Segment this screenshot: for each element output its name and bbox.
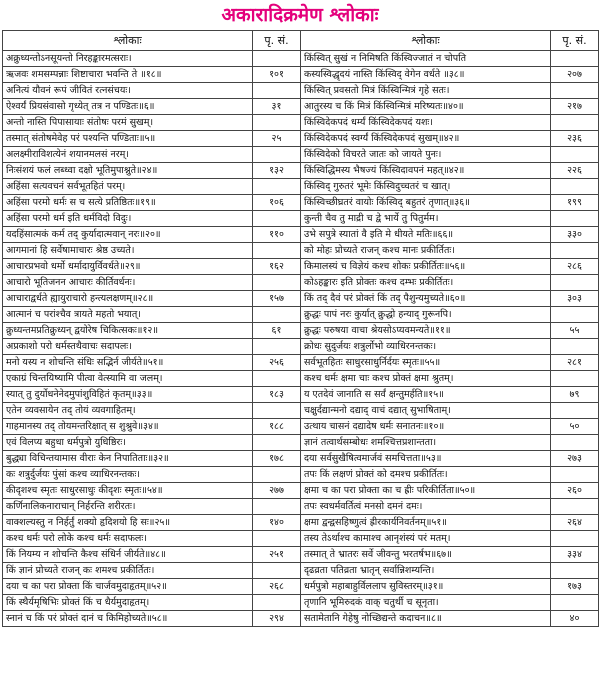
table-row (3, 115, 599, 131)
page-number-left (253, 211, 301, 227)
verse-right: क्रोधः सुदुर्जयः शत्रुर्लोभो व्याधिरनन्तकः। (301, 339, 551, 355)
verse-right: को मोहः प्रोच्यते राजन् कश्च मानः प्रकीर्तितः। (301, 243, 551, 259)
verse-left: अनित्यं यौवनं रूपं जीवितं रत्नसंचयः। (3, 83, 253, 99)
verse-left: स्यात् तु दुर्योधनेनेदमुपांशुविहितं कृतम्॥३३॥ (3, 387, 253, 403)
verse-right: कुन्ती चैव तु माद्री च द्वे भार्ये तु पितुर्मम। (301, 211, 551, 227)
verse-left: आगमानां हि सर्वेषामाचारः श्रेष्ठ उच्यते। (3, 243, 253, 259)
page-number-right (551, 435, 599, 451)
table-row (3, 83, 599, 99)
table-row (3, 419, 599, 435)
page-number-left: १०६ (253, 195, 301, 211)
page-number-left: १३२ (253, 163, 301, 179)
verse-left: क्रुध्यन्तमप्रतिक्रुध्यन् द्वयोरेष चिकित्सकः॥१२॥ (3, 323, 253, 339)
verse-right: किंस्विद्धिमस्य भैषज्यं किंस्विदावपनं महत्॥४२॥ (301, 163, 551, 179)
verse-left: आचारो भूतिजनन आचारः कीर्तिवर्धनः। (3, 275, 253, 291)
page-number-left: ३१ (253, 99, 301, 115)
verse-right: दया सर्वसुखैषित्वमार्जवं समचित्तता॥५३॥ (301, 451, 551, 467)
page-number-right (551, 403, 599, 419)
verse-right: किंस्वित् प्रवसतो मित्रं किंस्विन्मित्रं गृहे सतः। (301, 83, 551, 99)
page-number-left: २५६ (253, 355, 301, 371)
page-number-right (551, 531, 599, 547)
verse-left: एतेन व्यवसायेन तद् तोयं व्यवगाहितम्। (3, 403, 253, 419)
page-number-right (551, 595, 599, 611)
table-row (3, 595, 599, 611)
page-number-left: १७८ (253, 451, 301, 467)
verse-right: सतामेतानि गेहेषु नोच्छिद्यन्ते कदाचन॥८॥ (301, 611, 551, 627)
verse-left: आचाराद्वर्धते ह्यायुराचारो हन्त्यलक्षणम्॥२८॥ (3, 291, 253, 307)
verse-left: किं ज्ञानं प्रोच्यते राजन् कः शमश्च प्रकीर्तितः। (3, 563, 253, 579)
page-number-left (253, 371, 301, 387)
verse-right: तपः स्वधर्मवर्तित्वं मनसो दमनं दमः। (301, 499, 551, 515)
page-number-right: २०७ (551, 67, 599, 83)
verse-left: एवं विलप्य बहुधा धर्मपुत्रो युधिष्ठिरः। (3, 435, 253, 451)
verse-right: ज्ञानं तत्वार्थसम्बोधः शमश्चित्तप्रशान्तता। (301, 435, 551, 451)
page-number-right: २६४ (551, 515, 599, 531)
table-row (3, 579, 599, 595)
verse-left: गाहमानस्य तद् तोयमन्तरिक्षात् स शुश्रुवे॥३४॥ (3, 419, 253, 435)
verse-right: क्षमा द्वन्द्वसहिष्णुत्वं ह्रीरकार्यनिवर्तनम्॥५१॥ (301, 515, 551, 531)
table-row (3, 323, 599, 339)
verse-left: कश्च धर्मः परो लोके कश्च धर्मः सदाफलः। (3, 531, 253, 547)
verse-left: अहिंसा परमो धर्म इति धर्मविदो विदुः। (3, 211, 253, 227)
page-number-left (253, 179, 301, 195)
table-row (3, 483, 599, 499)
table-row (3, 307, 599, 323)
verse-right: क्रुद्धः पापं नरः कुर्यात् क्रुद्धो हन्याद् गुरूनपि। (301, 307, 551, 323)
page-number-right: २२६ (551, 163, 599, 179)
page-number-left (253, 595, 301, 611)
page-number-right (551, 115, 599, 131)
verse-left: बुद्ध्या विचिन्तयामास वीराः केन निपातिताः॥३२॥ (3, 451, 253, 467)
verse-left: एकाग्रं चिन्तयिष्यामि पीत्वा वेत्स्यामि वा जलम्। (3, 371, 253, 387)
verse-left: यदहिंसात्मकं कर्म तद् कुर्यादात्मवान् नरः॥२०॥ (3, 227, 253, 243)
table-row (3, 227, 599, 243)
page-number-right (551, 147, 599, 163)
verse-right: तस्मात् ते भ्रातरः सर्वे जीवन्तु भरतर्षभ॥६७॥ (301, 547, 551, 563)
table-row (3, 243, 599, 259)
table-row (3, 355, 599, 371)
page-number-right: ५५ (551, 323, 599, 339)
table-row (3, 387, 599, 403)
table-row (3, 403, 599, 419)
page-number-left: १०१ (253, 67, 301, 83)
page-number-left: २५१ (253, 547, 301, 563)
page-number-right (551, 339, 599, 355)
table-row (3, 195, 599, 211)
page-number-left: २६८ (253, 579, 301, 595)
verse-right: किं तद् दैवं परं प्रोक्तं किं तद् पैशुन्यमुच्यते॥६०॥ (301, 291, 551, 307)
page-number-right (551, 51, 599, 67)
page-number-right: ३३० (551, 227, 599, 243)
page-number-right: २७३ (551, 451, 599, 467)
table-row (3, 131, 599, 147)
table-row (3, 467, 599, 483)
verse-left: ऐश्वर्यं प्रियसंवासो गृध्येत् तत्र न पण्डितः॥६॥ (3, 99, 253, 115)
header-page-right: पृ. सं. (551, 31, 599, 51)
page-number-left (253, 51, 301, 67)
verse-right: कस्यस्विद्धृदयं नास्ति किंस्विद् वेगेन वर्धते ॥३८॥ (301, 67, 551, 83)
table-row (3, 531, 599, 547)
page-number-left: २७७ (253, 483, 301, 499)
page-number-left: १४० (253, 515, 301, 531)
verse-left: अन्तो नास्ति पिपासायाः संतोषः परमं सुखम्। (3, 115, 253, 131)
verse-right: कोऽहङ्कारः इति प्रोक्तः कश्च दम्भः प्रकीर्तितः। (301, 275, 551, 291)
verse-left: अहिंसा सत्यवचनं सर्वभूतहितं परम्। (3, 179, 253, 195)
page-number-left (253, 467, 301, 483)
verse-left: कः शत्रुर्दुर्जयः पुंसां कश्च व्याधिरनन्तकः। (3, 467, 253, 483)
table-row (3, 515, 599, 531)
page-number-right (551, 83, 599, 99)
table-row (3, 339, 599, 355)
verse-left: अहिंसा परमो धर्मः स च सत्ये प्रतिष्ठितः॥१९॥ (3, 195, 253, 211)
verse-right: क्रुद्धः परुषया वाचा श्रेयसोऽप्यवमन्यते॥११॥ (301, 323, 551, 339)
page-number-left (253, 275, 301, 291)
page-number-left (253, 307, 301, 323)
table-row (3, 275, 599, 291)
page-number-right: २१७ (551, 99, 599, 115)
verse-left: दया च का परा प्रोक्ता किं चार्जवमुदाहृतम्॥५२॥ (3, 579, 253, 595)
page-number-left: १८३ (253, 387, 301, 403)
table-row (3, 499, 599, 515)
page-number-left (253, 499, 301, 515)
verse-right: किंस्विच्छीघ्रतरं वायोः किंस्विद् बहुतरं तृणात्॥३६॥ (301, 195, 551, 211)
verse-left: किं स्थैर्यमृषिभिः प्रोक्तं किं च धैर्यमुदाहृतम्। (3, 595, 253, 611)
table-row (3, 611, 599, 627)
page-number-left (253, 563, 301, 579)
page-number-left: ६१ (253, 323, 301, 339)
verse-right: आतुरस्य च किं मित्रं किंस्विन्मित्रं मरिष्यतः॥४०॥ (301, 99, 551, 115)
table-row (3, 179, 599, 195)
verse-right: किंस्विदेकपदं धर्म्यं किंस्विदेकपदं यशः। (301, 115, 551, 131)
verse-left: अलक्ष्मीराविशत्येनं शयानमलसं नरम्। (3, 147, 253, 163)
page-number-right: २८६ (551, 259, 599, 275)
verse-right: चक्षुर्दद्यान्मनो दद्याद् वाचं दद्यात् सुभाषिताम्। (301, 403, 551, 419)
page-number-right: ७९ (551, 387, 599, 403)
verse-left: ऋजवः शमसम्पन्नाः शिष्टाचारा भवन्ति ते ॥१८॥ (3, 67, 253, 83)
page-number-right (551, 275, 599, 291)
verse-right: उभे सपुत्रे स्यातां वै इति मे धीयते मतिः॥६६॥ (301, 227, 551, 243)
page-number-right: ४० (551, 611, 599, 627)
verse-right: तृणानि भूमिरुदकं वाक् चतुर्थी च सूनृता। (301, 595, 551, 611)
verse-right: धर्मपुत्रो महाबाहुर्विललाप सुविस्तरम्॥३१॥ (301, 579, 551, 595)
page-number-left (253, 147, 301, 163)
table-row (3, 163, 599, 179)
page-number-left (253, 403, 301, 419)
verse-right: तस्य तेऽर्थाश्च कामाश्च आनृशंस्यं परं मतम्। (301, 531, 551, 547)
page-number-right: ५० (551, 419, 599, 435)
page-number-left: १६२ (253, 259, 301, 275)
table-row (3, 547, 599, 563)
verse-left: स्नानं च किं परं प्रोक्तं दानं च किमिहोच्यते॥५८॥ (3, 611, 253, 627)
page-number-left (253, 531, 301, 547)
header-verses-right: श्लोकाः (301, 31, 551, 51)
table-row (3, 259, 599, 275)
table-row (3, 67, 599, 83)
page-number-right: ३०३ (551, 291, 599, 307)
page-number-left (253, 435, 301, 451)
verse-right: किंस्विद् गुरुतरं भूमेः किंस्विदुच्चतरं च खात्। (301, 179, 551, 195)
page-number-right (551, 179, 599, 195)
verse-right: य एतदेवं जानाति स सर्वं क्षन्तुमर्हति॥१५॥ (301, 387, 551, 403)
table-row (3, 211, 599, 227)
verse-left: अप्रकाशो परो धर्मस्तथैवाचः सदापलः। (3, 339, 253, 355)
page-number-right (551, 563, 599, 579)
verse-left: कीदृशश्च स्मृतः साधुरसाधुः कीदृशः स्मृतः॥५४॥ (3, 483, 253, 499)
verse-left: तस्मात् संतोषमेवेह परं पश्यन्ति पण्डिताः॥५॥ (3, 131, 253, 147)
verse-right: क्षमा च का परा प्रोक्ता का च ह्रीः परिकीर्तिता॥५०॥ (301, 483, 551, 499)
page-number-left: २९४ (253, 611, 301, 627)
header-page-left: पृ. सं. (253, 31, 301, 51)
verse-right: किंस्विदेको विचरते जातः को जायते पुनः। (301, 147, 551, 163)
verse-left: मनो यस्य न शोचन्ति संधिः सद्भिर्न जीर्यते॥५१॥ (3, 355, 253, 371)
table-row (3, 451, 599, 467)
page-number-right: १७३ (551, 579, 599, 595)
table-row (3, 435, 599, 451)
page-number-left (253, 339, 301, 355)
table-row (3, 563, 599, 579)
page-title: अकारादिक्रमेण श्लोकाः (221, 4, 379, 26)
header-verses-left: श्लोकाः (3, 31, 253, 51)
page-number-left (253, 115, 301, 131)
page-number-right (551, 499, 599, 515)
verse-left: निःसंशयं फलं लब्ध्वा दक्षो भूतिमुपाश्नुते॥२४॥ (3, 163, 253, 179)
verse-right: किंस्विदेकपदं स्वर्ग्यं किंस्विदेकपदं सुखम्॥४२॥ (301, 131, 551, 147)
verse-right: उत्थाय चासनं दद्यादेष धर्मः सनातनः॥१०॥ (301, 419, 551, 435)
table-header-row (3, 31, 599, 51)
verse-left: अक्रुध्यन्तोऽनसूयन्तो निरहङ्कारमत्सराः। (3, 51, 253, 67)
table-row (3, 51, 599, 67)
verse-right: कश्च धर्मः क्षमा चाः कश्च प्रोक्तं क्षमा श्रुतम्। (301, 371, 551, 387)
page-number-left: २५ (253, 131, 301, 147)
page-number-right: २८१ (551, 355, 599, 371)
page-number-right (551, 243, 599, 259)
page-number-left (253, 83, 301, 99)
verse-right: सर्वभूतहितः साधुरसाधुर्निर्दयः स्मृतः॥५५॥ (301, 355, 551, 371)
verse-right: किंस्वित् सुखं न निमिषति किंस्विज्जातं न चोपति (301, 51, 551, 67)
verse-left: कर्णिनालिकनाराचान् निर्हरन्ति शरीरतः। (3, 499, 253, 515)
table-row (3, 291, 599, 307)
page-number-right: २६० (551, 483, 599, 499)
page-number-left: १८८ (253, 419, 301, 435)
page-number-left (253, 243, 301, 259)
verse-left: आचारप्रभवो धर्मो धर्मादायुर्विवर्धते॥२९॥ (3, 259, 253, 275)
verse-left: आत्मानं च परांश्चैव त्रायते महतो भयात्। (3, 307, 253, 323)
page-number-right: १९९ (551, 195, 599, 211)
page-number-left: ११० (253, 227, 301, 243)
verse-index-table (2, 30, 599, 627)
table-row (3, 99, 599, 115)
verse-left: किं नियम्य न शोचन्ति कैश्च संधिर्न जीर्यते॥४८॥ (3, 547, 253, 563)
table-row (3, 147, 599, 163)
page-number-right (551, 371, 599, 387)
page-number-right (551, 211, 599, 227)
table-row (3, 371, 599, 387)
page-number-left: १५७ (253, 291, 301, 307)
verse-right: किमालस्यं च विज्ञेयं कश्च शोकः प्रकीर्तितः॥५६॥ (301, 259, 551, 275)
page-number-right (551, 467, 599, 483)
page-number-right (551, 307, 599, 323)
verse-right: दृढव्रता पतिव्रता भ्रातृन् सर्वान्निशम्यन्ति। (301, 563, 551, 579)
page-number-right: ३३४ (551, 547, 599, 563)
verse-right: तपः किं लक्षणं प्रोक्तं को दमश्च प्रकीर्तितः। (301, 467, 551, 483)
verse-left: वाक्शल्यस्तु न निर्हर्तुं शक्यो हृदिशयो हि सः॥२५॥ (3, 515, 253, 531)
page-number-right: २३६ (551, 131, 599, 147)
